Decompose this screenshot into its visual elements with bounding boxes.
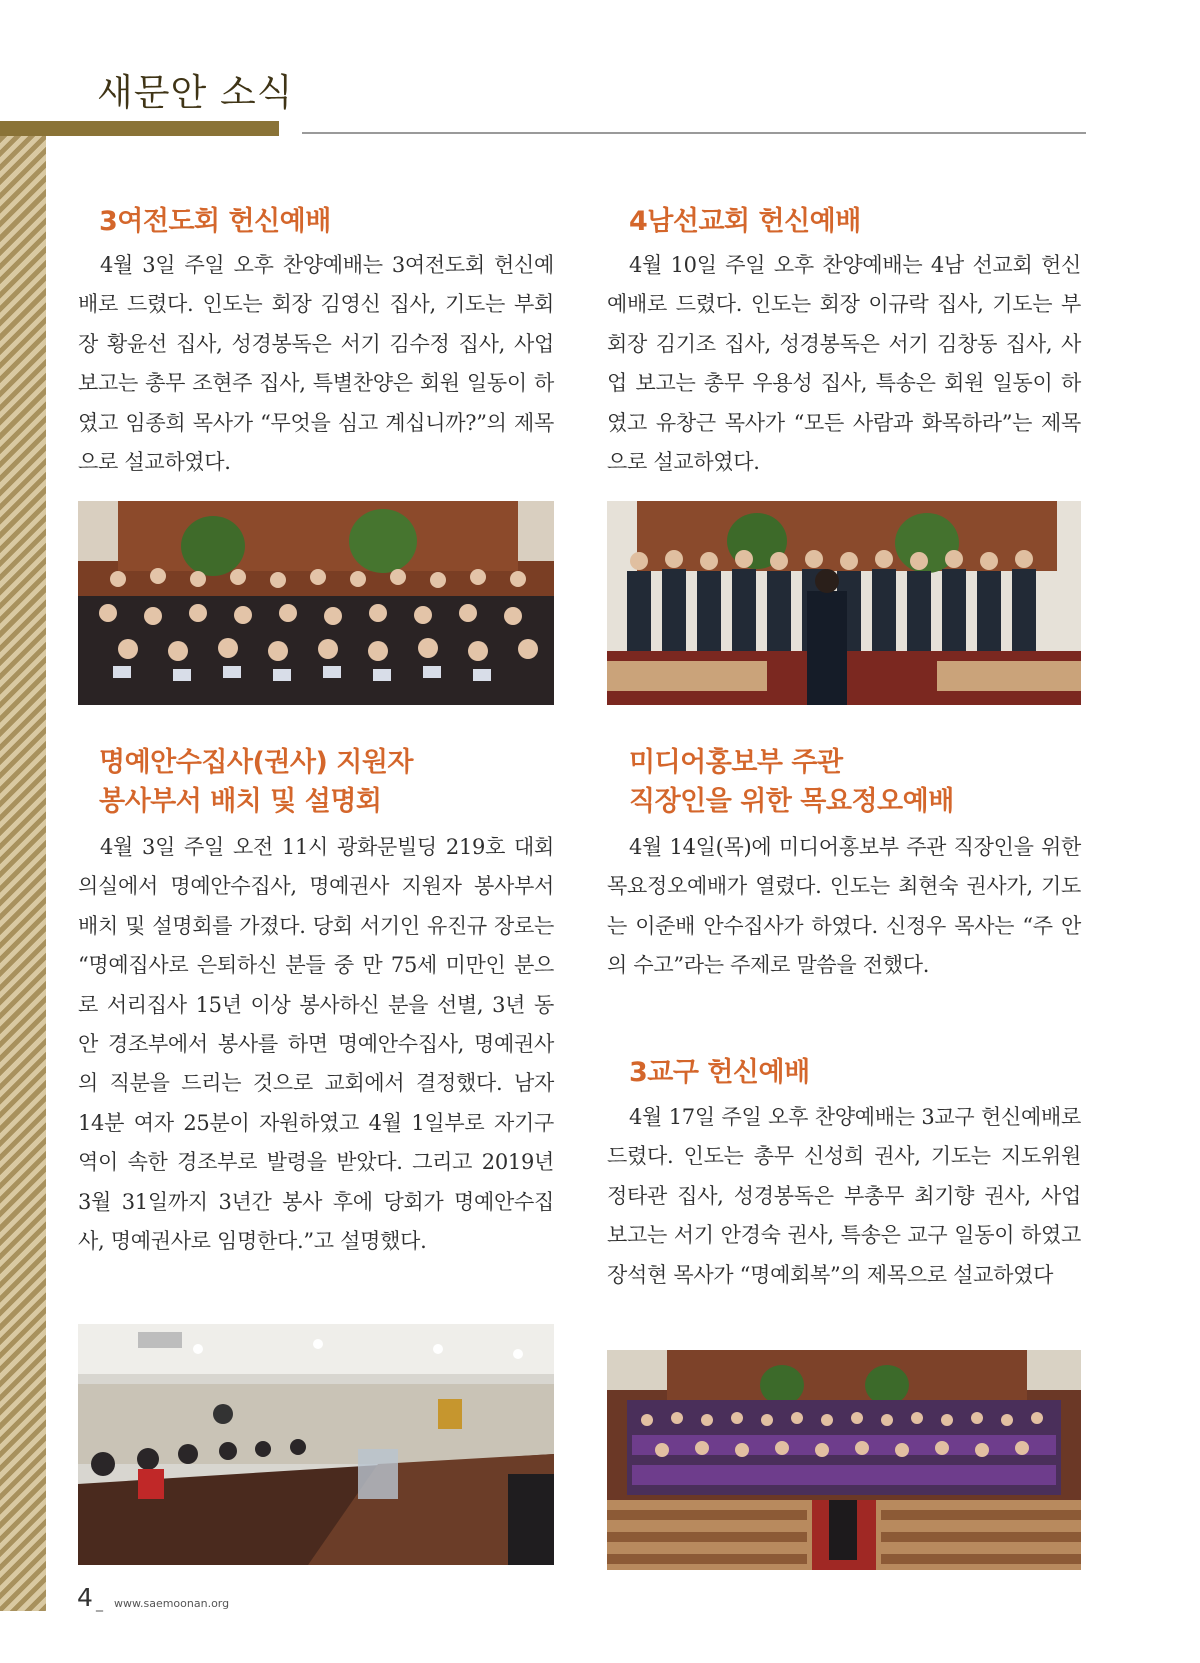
article-body: 4월 3일 주일 오후 찬양예배는 3여전도회 헌신예배로 드렸다. 인도는 회장 김영신 집사, 기도는 부회장 황윤선 집사, 성경봉독은 서기 김수정 집사, 사업 보고는 총무 조현주 집사, 특별찬양은 회원 일동이 하였고 임종희 목사가 “무엇을 심고 계십니까?”의 제목으로 설교하였다. [78, 253, 554, 475]
page-number: 4 [77, 1583, 93, 1612]
article-body: 4월 10일 주일 오후 찬양예배는 4남 선교회 헌신예배로 드렸다. 인도는 회장 이규락 집사, 기도는 부회장 김기조 집사, 성경봉독은 서기 김창동 집사, 사업 보고는 총무 우용성 집사, 특송은 회원 일동이 하였고 유창근 목사가 “모든 사람과 화목하라”는 제목으로 설교하였다. [607, 253, 1081, 475]
article-body: 4월 17일 주일 오후 찬양예배는 3교구 헌신예배로 드렸다. 인도는 총무 신성희 권사, 기도는 지도위원 정타관 집사, 성경봉독은 부총무 최기향 권사, 사업 보고는 서기 안경숙 권사, 특송은 교구 일동이 하였고 장석현 목사가 “명예회복”의 제목으로 설교하였다 [607, 1105, 1081, 1287]
choir-women-photo [78, 501, 554, 705]
article-title-line2: 직장인을 위한 목요정오예배 [629, 786, 954, 817]
article-body: 4월 14일(목)에 미디어홍보부 주관 직장인을 위한 목요정오예배가 열렸다. 인도는 최현숙 권사가, 기도는 이준배 안수집사가 하였다. 신정우 목사는 “주 안의 수고”라는 주제로 말씀을 전했다. [607, 835, 1081, 978]
article-body: 4월 3일 주일 오전 11시 광화문빌딩 219호 대회의실에서 명예안수집사, 명예권사 지원자 봉사부서 배치 및 설명회를 가졌다. 당회 서기인 유진규 장로는 “명예집사로 은퇴하신 분들 중 만 75세 미만인 분으로 서리집사 15년 이상 봉사하신 분을 선별, 3년 동안 경조부에서 봉사를 하면 명예안수집사, 명예권사의 직분을 드리는 것으로 교회에서 결정했다. 남자 14분 여자 25분이 자원하였고 4월 1일부로 자기구역이 속한 경조부로 발령을 받았다. 그리고 2019년 3월 31일까지 3년간 봉사 후에 당회가 명예안수집사, 명예권사로 임명한다.”고 설명했다. [78, 835, 554, 1254]
decorative-stripe [0, 136, 46, 1611]
header-accent-bar [0, 121, 279, 136]
article-title: 3교구 헌신예배 [629, 1057, 810, 1088]
header-divider [302, 132, 1086, 134]
article-title-line1: 명예안수집사(권사) 지원자 [99, 747, 413, 778]
meeting-room-photo [78, 1324, 554, 1565]
section-title: 새문안 소식 [97, 71, 294, 114]
footer-url[interactable]: www.saemoonan.org [114, 1597, 230, 1610]
article-title-line1: 미디어홍보부 주관 [629, 747, 843, 778]
article-title: 4남선교회 헌신예배 [629, 206, 861, 237]
footer-separator: _ [96, 1596, 103, 1612]
congregation-photo [607, 1350, 1081, 1570]
article-title: 3여전도회 헌신예배 [99, 206, 331, 237]
article-title-line2: 봉사부서 배치 및 설명회 [99, 786, 382, 817]
choir-men-photo [607, 501, 1081, 705]
